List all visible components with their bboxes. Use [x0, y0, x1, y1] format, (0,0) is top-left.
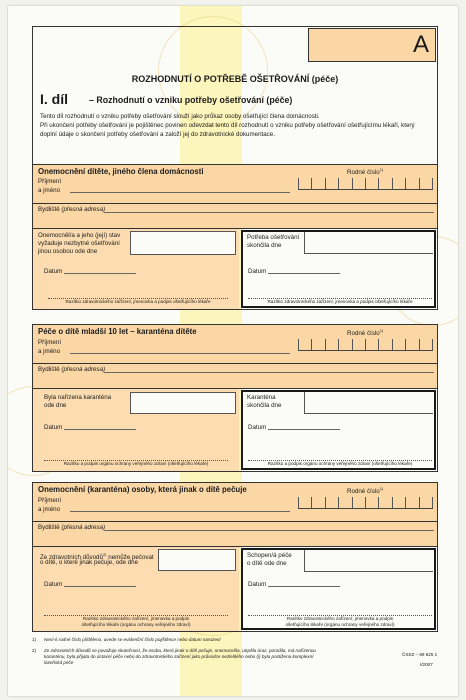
end-label: Karanténa	[247, 394, 276, 401]
address-input[interactable]	[104, 530, 434, 531]
rodne-cislo-input[interactable]	[298, 178, 433, 190]
date-input[interactable]	[64, 586, 136, 587]
end-label: o dítě ode dne	[247, 560, 287, 567]
address-label: Bydliště (přesná adresa)	[38, 366, 106, 373]
form-letter: A	[412, 31, 429, 58]
name-label: Příjmení	[38, 178, 62, 185]
stamp-caption: ošetřujícího lékaře (orgánu ochrany veřejného zdraví)	[81, 622, 191, 627]
footnote-text: lázeňská péče	[44, 660, 74, 665]
stamp-caption: Razítko a podpis orgánu ochrany veřejného zdraví (ošetřujícího lékaře)	[63, 461, 209, 466]
stamp-caption: Razítko zdravotnického zařízení, jmenovka a podpis	[82, 616, 190, 621]
end-date-input[interactable]	[304, 550, 433, 572]
footnote-mark: 2)	[32, 648, 37, 653]
end-date-input[interactable]	[304, 392, 433, 414]
footnote-text: karanténu, byla přijata do ústavní péče nebo do zdravotnického zařízení jako průvodce nezletilého nebo (i) byla postižena komplexní	[44, 654, 314, 659]
quarantine-date-input[interactable]	[130, 392, 236, 414]
onset-date-input[interactable]	[130, 231, 236, 255]
end-date-input[interactable]	[304, 232, 433, 254]
address-label: Bydliště (přesná adresa)	[38, 206, 106, 213]
carer-label: o dítě, o které jinak pečuje, ode dne	[40, 559, 139, 566]
date-label: Datum	[44, 581, 63, 588]
address-input[interactable]	[104, 372, 434, 373]
part-number: I. díl	[40, 91, 68, 107]
end-label: Schopen/á péče	[247, 552, 292, 559]
date-input[interactable]	[268, 429, 340, 430]
form-code: ČSSZ – 89 625 1	[402, 652, 438, 657]
stamp-caption: ošetřujícího lékaře (orgánu ochrany veřejného zdraví)	[285, 622, 395, 627]
rodne-cislo-input[interactable]	[298, 339, 433, 351]
date-label: Datum	[248, 424, 267, 431]
onset-label: Onemocněl/a a jeho (její) stav	[38, 232, 121, 239]
name-input[interactable]	[70, 511, 290, 512]
date-label: Datum	[44, 268, 63, 275]
part-title: – Rozhodnutí o vzniku potřeby ošetřování (péče)	[89, 95, 293, 105]
date-label: Datum	[248, 581, 267, 588]
name-label: Příjmení	[38, 497, 62, 504]
end-label: skončila dne	[247, 402, 282, 409]
intro-line: doplní údaje o skončení potřeby ošetřování a založí jej do zdravotnické dokumentace.	[40, 131, 275, 138]
form-sheet	[8, 6, 458, 696]
date-input[interactable]	[64, 273, 136, 274]
quarantine-label: Byla nařízena karanténa	[44, 394, 112, 401]
end-label: Potřeba ošetřování	[247, 234, 300, 241]
name-label: a jméno	[38, 506, 61, 513]
section-2-title: Péče o dítě mladší 10 let – karanténa dítěte	[38, 327, 197, 336]
quarantine-label: ode dne	[44, 402, 67, 409]
footnote-mark: 1)	[32, 637, 37, 642]
rodne-cislo-label: Rodné číslo$^{1)}$	[347, 328, 384, 338]
carer-label: Ze zdravotních důvodů$^{2)}$ nemůže pečovat	[40, 552, 154, 562]
address-label: Bydliště (přesná adresa)	[38, 524, 106, 531]
date-input[interactable]	[268, 586, 340, 587]
name-label: a jméno	[38, 187, 61, 194]
date-input[interactable]	[268, 273, 340, 274]
end-label: skončila dne	[247, 242, 282, 249]
form-letter-box	[308, 28, 436, 62]
intro-line: Tento díl rozhodnutí o vzniku potřeby ošetřování slouží jako průkaz osoby ošetřující člena domácnosti.	[40, 113, 320, 120]
footnote-text: Ze zdravotních důvodů se považuje skutečnost, že osoba, která jinak o dítě pečuje, onemocněla, utrpěla úraz, porodila, má nařízenou	[44, 648, 316, 653]
name-label: a jméno	[38, 348, 61, 355]
form-version: I/2007	[420, 662, 433, 667]
date-label: Datum	[248, 268, 267, 275]
rodne-cislo-input[interactable]	[298, 497, 433, 509]
onset-label: jinou osobou ode dne	[38, 248, 98, 255]
stamp-caption: Razítko zdravotnického zařízení, jmenovka a podpis	[286, 616, 394, 621]
section-1-title: Onemocnění dítěte, jiného člena domácnosti	[38, 167, 204, 176]
section-3-title: Onemocnění (karanténa) osoby, která jinak o dítě pečuje	[38, 485, 247, 494]
rodne-cislo-label: Rodné číslo$^{1)}$	[347, 486, 384, 496]
date-label: Datum	[44, 424, 63, 431]
footnote-text: Není-li rodné číslo přiděleno, uvede se evidenční číslo pojištěnce nebo datum narození	[44, 637, 221, 642]
name-label: Příjmení	[38, 339, 62, 346]
onset-label: vyžaduje nezbytné ošetřování	[38, 240, 120, 247]
name-input[interactable]	[70, 353, 290, 354]
address-input[interactable]	[104, 212, 434, 213]
date-input[interactable]	[64, 429, 136, 430]
stamp-caption: Razítko zdravotnického zařízení, jmenovka a podpis ošetřujícího lékaře	[267, 299, 413, 304]
rodne-cislo-label: Rodné číslo$^{1)}$	[347, 167, 384, 177]
name-input[interactable]	[70, 192, 290, 193]
stamp-caption: Razítko zdravotnického zařízení, jmenovka a podpis ošetřujícího lékaře	[65, 299, 211, 304]
stamp-caption: Razítko a podpis orgánu ochrany veřejného zdraví (ošetřujícího lékaře)	[267, 461, 413, 466]
carer-date-input[interactable]	[158, 549, 236, 571]
form-title: ROZHODNUTÍ O POTŘEBĚ OŠETŘOVÁNÍ (péče)	[131, 74, 339, 84]
intro-line: Při ukončení potřeby ošetřování je pojištěnec povinen odevzdat tento díl rozhodnutí o vzniku potřeby ošetřování ošetřujícímu lékaři, který	[40, 122, 415, 129]
